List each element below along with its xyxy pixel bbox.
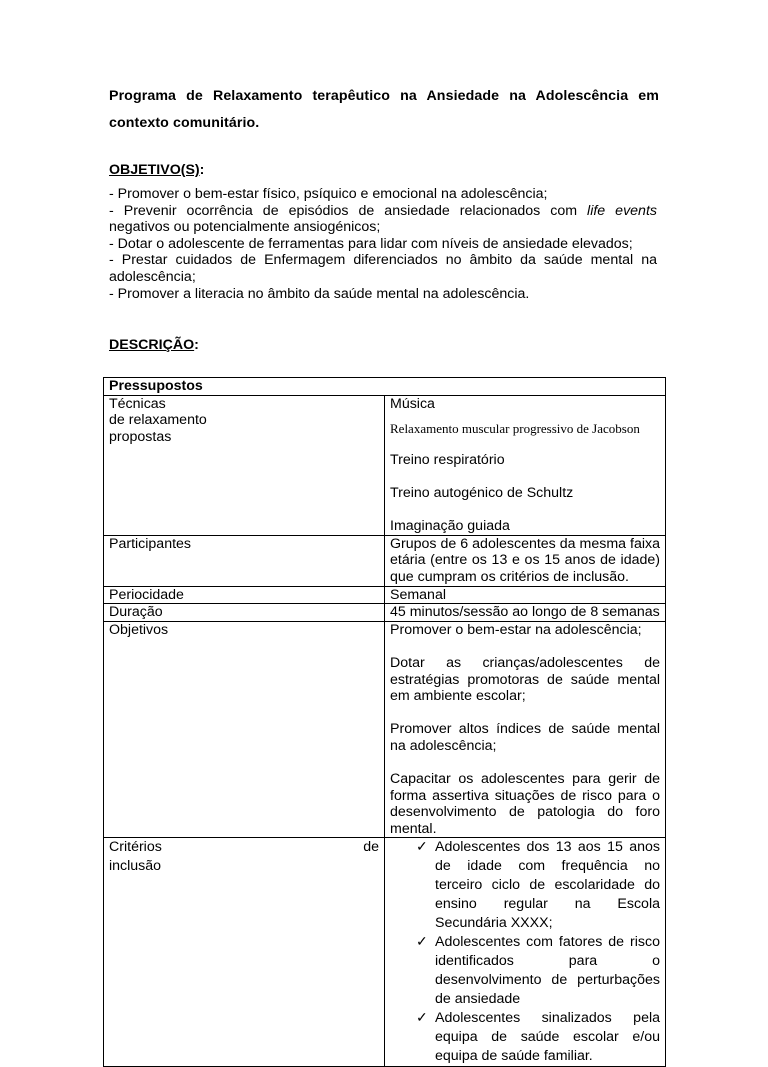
objetivo-item: - Dotar o adolescente de ferramentas para lidar com níveis de ansiedade elevados; <box>109 235 633 252</box>
objetivo-entry: Capacitar os adolescentes para gerir de forma assertiva situações de risco para o desenvolvimento de patologia do foro mental. <box>390 771 660 837</box>
objetivo-item: - Prestar cuidados de Enfermagem diferenciados no âmbito da saúde mental na adolescência; <box>109 252 657 285</box>
table-row-periodicidade <box>104 586 666 604</box>
tecnicas-label-line: propostas <box>109 428 172 445</box>
criterio-text: Adolescentes com fatores de risco identificados para o desenvolvimento de perturbações de ansiedade <box>435 934 660 1008</box>
criterio-item <box>390 1009 660 1066</box>
criterios-label-line: inclusão <box>109 858 162 875</box>
table-value-cell: 45 minutos/sessão ao longo de 8 semanas <box>385 604 666 622</box>
criterio-text: Adolescentes sinalizados pela equipa de saúde escolar e/ou equipa de saúde familiar. <box>435 1010 660 1065</box>
table-value-cell <box>385 621 666 838</box>
criterios-label-line <box>109 838 379 857</box>
table-header-cell: Pressupostos <box>104 378 666 396</box>
objetivo-entry: Dotar as crianças/adolescentes de estratégias promotoras de saúde mental em ambiente escolar; <box>390 654 660 705</box>
tecnica-schultz: Treino autogénico de Schultz <box>390 484 574 501</box>
tecnicas-label-line: Técnicas <box>109 395 166 412</box>
checkmark-icon: ✓ <box>416 1010 428 1027</box>
document-title: Programa de Relaxamento terapêutico na Ansiedade na Adolescência em contexto comunitário. <box>109 88 659 131</box>
table-row-criterios <box>104 838 666 1067</box>
tecnicas-label-line: de relaxamento <box>109 412 207 429</box>
table-value-cell: Grupos de 6 adolescentes da mesma faixa etária (entre os 13 e os 15 anos de idade) que cumpram os critérios de inclusão. <box>385 535 666 586</box>
table-label-cell: Objetivos <box>104 621 385 838</box>
criterio-item <box>390 933 660 1009</box>
objetivo-item: - Promover o bem-estar físico, psíquico e emocional na adolescência; <box>109 186 548 202</box>
objetivos-heading-text: OBJETIVO(S) <box>109 162 200 178</box>
table-value-cell: Semanal <box>385 586 666 604</box>
checkmark-icon: ✓ <box>416 839 428 856</box>
criterios-label-word: de <box>363 839 379 856</box>
table-label-cell <box>104 838 385 1067</box>
table-label-cell <box>104 395 385 535</box>
table-label-cell: Duração <box>104 604 385 622</box>
criterio-text: Adolescentes dos 13 aos 15 anos de idade com frequência no terceiro ciclo de escolaridade do ensino regular na Escola Secundária XXXX; <box>435 839 660 932</box>
tecnica-imaginacao: Imaginação guiada <box>390 518 510 535</box>
descricao-heading-colon: : <box>194 337 199 353</box>
descricao-heading <box>109 337 199 353</box>
criterios-list <box>390 838 660 1066</box>
objetivos-heading <box>109 162 204 178</box>
objetivos-list <box>109 186 657 302</box>
descricao-heading-text: DESCRIÇÃO <box>109 337 195 353</box>
table-label-cell: Participantes <box>104 535 385 586</box>
objetivo-entry: Promover o bem-estar na adolescência; <box>390 621 642 638</box>
table-row-tecnicas <box>104 395 666 535</box>
checkmark-icon: ✓ <box>416 934 428 951</box>
table-label-cell: Periocidade <box>104 586 385 604</box>
objetivos-heading-colon: : <box>199 162 205 178</box>
tecnica-musica: Música <box>390 395 435 412</box>
table-value-cell <box>385 838 666 1067</box>
table-header-row <box>104 378 666 396</box>
tecnica-respiratorio: Treino respiratório <box>390 451 505 468</box>
criterio-item <box>390 838 660 933</box>
table-row-objetivos <box>104 621 666 838</box>
tecnica-jacobson: Relaxamento muscular progressivo de Jacobson <box>390 421 640 437</box>
objetivo-item <box>109 203 657 236</box>
objetivo-item-emphasis: life events <box>587 202 657 219</box>
objetivo-item: - Promover a literacia no âmbito da saúde mental na adolescência. <box>109 285 530 302</box>
objetivo-entry: Promover altos índices de saúde mental na adolescência; <box>390 721 660 754</box>
objetivo-item-part: negativos ou potencialmente ansiogénicos; <box>109 219 381 236</box>
table-row-duracao <box>104 604 666 622</box>
objetivo-item-part: - Prevenir ocorrência de episódios de ansiedade relacionados com <box>109 202 588 219</box>
table-value-cell <box>385 395 666 535</box>
descricao-table <box>103 377 666 1067</box>
criterios-label-word: Critérios <box>109 839 162 856</box>
table-row-participantes <box>104 535 666 586</box>
